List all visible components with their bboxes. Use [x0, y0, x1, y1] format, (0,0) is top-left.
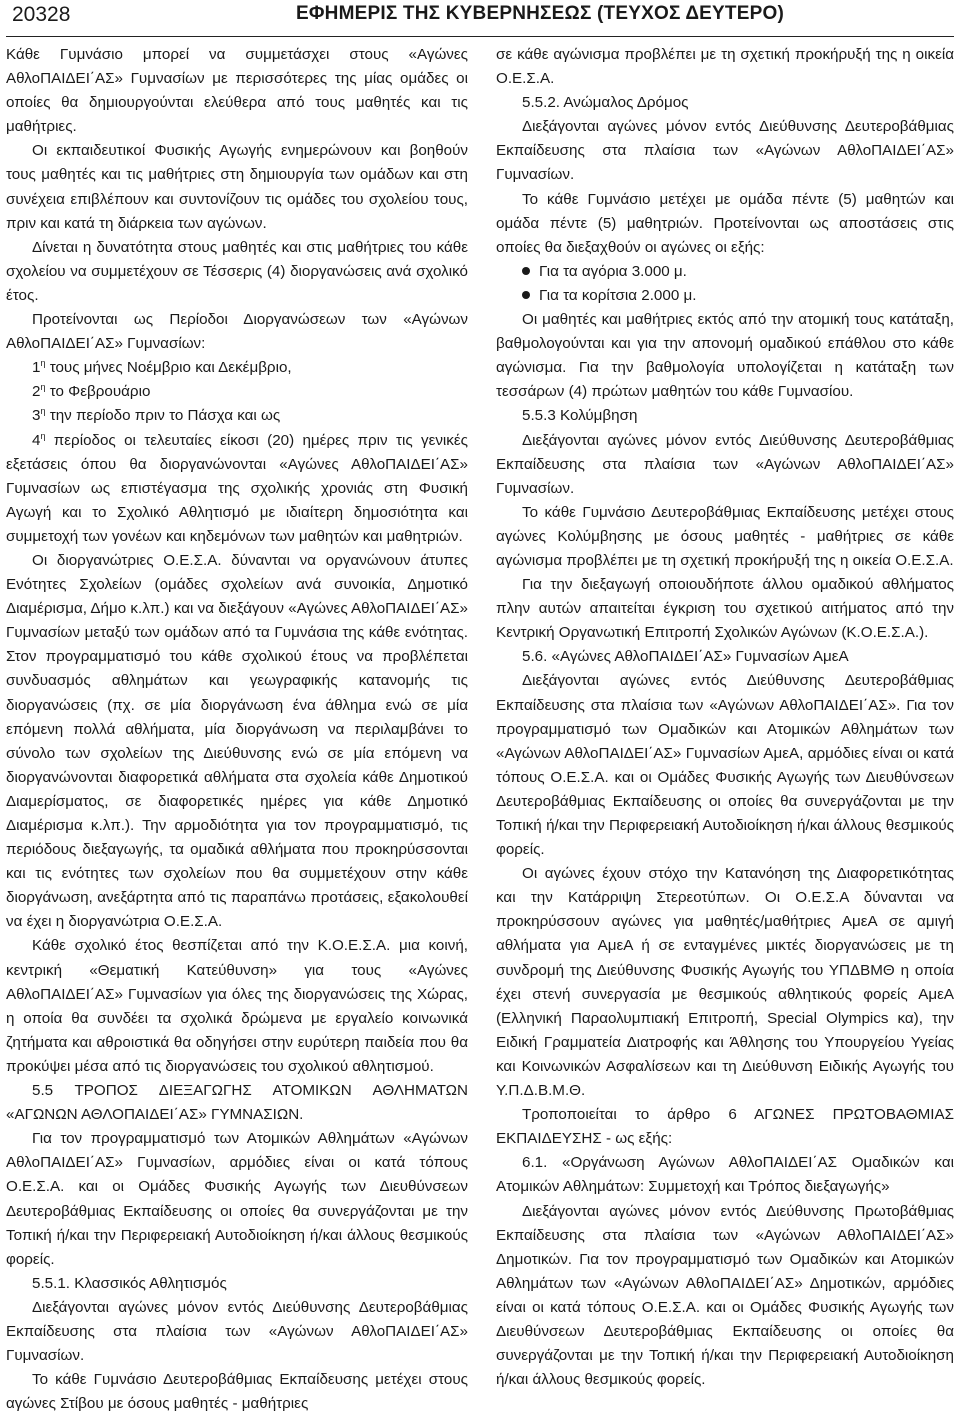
period-text: την περίοδο πριν το Πάσχα και ως — [45, 407, 281, 425]
period-text: τους μήνες Νοέμβριο και Δεκέμβριο, — [45, 359, 292, 377]
paragraph: Διεξάγονται αγώνες μόνον εντός Διεύθυνσης Πρωτοβάθμιας Εκπαίδευσης στα πλαίσια των «Αγώνων ΑθλοΠΑΙΔΕΙ΄ΑΣ» Δημοτικών. Για τον προγραμματισμό των Ομαδικών και Ατομικών Αθλημάτων των «Αγώνων ΑθλοΠΑΙΔΕΙ΄ΑΣ» Δημοτικών, αρμόδιες είναι οι κατά τόπους Ο.Ε.Σ.Α. και οι Ομάδες Φυσικής Αγωγής των Διευθύνσεων Δευτεροβάθμιας Εκπαίδευσης οι οποίες θα συνεργάζονται με την Τοπική ή/και την Περιφερειακή Αυτοδιοίκηση ή/και άλλους θεσμικούς φορείς. — [496, 1202, 954, 1389]
period-item — [6, 380, 468, 404]
paragraph: Οι αγώνες έχουν στόχο την Κατανόηση της Διαφορετικότητας και την Κατάρριψη Στερεοτύπων. Οι Ο.Ε.Σ.Α δύνανται να προκηρύσσουν αγώνες για μαθητές/μαθήτριες ΑμεΑ σε αμιγή αθλήματα για ΑμεΑ ή σε ενταγμένες μικτές διοργανώσεις με τη συνδρομή της Διεύθυνσης Φυσικής Αγωγής του ΥΠΔΒΜΘ η οποία έχει στενή συνεργασία με θεσμικούς αθλητικούς φορείς ΑμεΑ (Ελληνική Παραολυμπιακή Επιτροπή, Special Olympics κα), την Ειδική Γραμματεία Διατροφής και Άθλησης του Υπουργείου Υγείας και Κοινωνικών Ασφαλίσεων και τη Διεύθυνση Ειδικής Αγωγής του Υ.Π.Δ.Β.Μ.Θ. — [496, 865, 954, 1100]
paragraph: Για τον προγραμματισμό των Ατομικών Αθλημάτων «Αγώνων ΑθλοΠΑΙΔΕΙ΄ΑΣ» Γυμνασίων, αρμόδιες είναι οι κατά τόπους Ο.Ε.Σ.Α. και οι Ομάδες Φυσικής Αγωγής των Διευθύνσεων Δευτεροβάθμιας Εκπαίδευσης οι οποίες θα συνεργάζονται με την Τοπική ή/και την Περιφερειακή Αυτοδιοίκηση ή/και άλλους θεσμικούς φορείς. — [6, 1130, 468, 1268]
period-number: 4 — [32, 431, 41, 449]
period-item — [6, 404, 468, 428]
section-heading: 6.1. «Οργάνωση Αγώνων ΑθλοΠΑΙΔΕΙ΄ΑΣ Ομαδικών και Ατομικών Αθλημάτων: Συμμετοχή και Τρόπος διεξαγωγής» — [496, 1154, 954, 1196]
period-number: 1 — [32, 359, 41, 377]
ordinal-suffix: η — [40, 430, 46, 441]
bullet-icon — [522, 267, 530, 275]
period-item — [6, 429, 468, 549]
paragraph: Προτείνονται ως Περίοδοι Διοργανώσεων των «Αγώνων ΑθλοΠΑΙΔΕΙ΄ΑΣ» Γυμνασίων: — [6, 311, 468, 353]
section-heading: 5.5.1. Κλασσικός Αθλητισμός — [32, 1274, 227, 1292]
page-header — [6, 0, 954, 37]
paragraph: Οι μαθητές και μαθήτριες εκτός από την ατομική τους κατάταξη, βαθμολογούνται και για την απονομή ομαδικού επάθλου στο κάθε αγώνισμα. Για την βαθμολογία υπολογίζεται η κατάταξη των τεσσάρων (4) πρώτων μαθητών του κάθε Γυμνασίου. — [496, 311, 954, 401]
gazette-title: ΕΦΗΜΕΡΙΣ ΤΗΣ ΚΥΒΕΡΝΗΣΕΩΣ (ΤΕΥΧΟΣ ΔΕΥΤΕΡΟ) — [296, 3, 784, 24]
paragraph: Το κάθε Γυμνάσιο Δευτεροβάθμιας Εκπαίδευσης μετέχει στους αγώνες Στίβου με όσους μαθητές - μαθήτριες — [6, 1371, 468, 1413]
paragraph: Οι εκπαιδευτικοί Φυσικής Αγωγής ενημερώνουν και βοηθούν τους μαθητές και τις μαθήτριες στη δημιουργία των ομάδων και στη συνέχεια επιβλέπουν και συντονίζουν τις ομάδες του σχολείου τους, πριν και κατά τη διάρκεια των αγώνων. — [6, 142, 468, 232]
list-item-text: Για τα αγόρια 3.000 μ. — [539, 262, 687, 280]
section-heading: 5.5 ΤΡΟΠΟΣ ΔΙΕΞΑΓΩΓΗΣ ΑΤΟΜΙΚΩΝ ΑΘΛΗΜΑΤΩΝ «ΑΓΩΝΩΝ ΑΘΛΟΠΑΙΔΕΙ΄ΑΣ» ΓΥΜΝΑΣΙΩΝ. — [6, 1082, 468, 1124]
period-number: 3 — [32, 407, 41, 425]
page-number: 20328 — [12, 3, 71, 26]
paragraph: σε κάθε αγώνισμα προβλέπει με τη σχετική προκήρυξή της η οικεία Ο.Ε.Σ.Α. — [496, 46, 954, 88]
list-item — [496, 284, 954, 308]
section-heading: 5.5.2. Ανώμαλος Δρόμος — [522, 94, 689, 112]
list-item — [496, 260, 954, 284]
paragraph: Διεξάγονται αγώνες μόνον εντός Διεύθυνσης Δευτεροβάθμιας Εκπαίδευσης στα πλαίσια των «Αγώνων ΑθλοΠΑΙΔΕΙ΄ΑΣ» Γυμνασίων. — [496, 118, 954, 184]
paragraph: Διεξάγονται αγώνες μόνον εντός Διεύθυνσης Δευτεροβάθμιας Εκπαίδευσης στα πλαίσια των «Αγώνων ΑθλοΠΑΙΔΕΙ΄ΑΣ» Γυμνασίων. — [496, 431, 954, 497]
paragraph: Το κάθε Γυμνάσιο Δευτεροβάθμιας Εκπαίδευσης μετέχει στους αγώνες Κολύμβησης με όσους μαθητές - μαθήτριες σε κάθε αγώνισμα προβλέπει με τη σχετική προκήρυξή της η οικεία Ο.Ε.Σ.Α. — [496, 503, 954, 569]
list-item-text: Για τα κορίτσια 2.000 μ. — [539, 286, 697, 304]
ordinal-suffix: η — [40, 358, 46, 369]
period-text: περίοδος οι τελευταίες είκοσι (20) ημέρες πριν τις γενικές εξετάσεις όπου θα διοργανώνονται «Αγώνες ΑθλοΠΑΙΔΕΙ΄ΑΣ» Γυμνασίων ως επιστέγασμα της σχολικής χρονιάς στη Φυσική Αγωγή και το Σχολικό Αθλητισμό με ιδιαίτερη δημοσιότητα και συμμετοχή των γονέων και κηδεμόνων των μαθητών και μαθητριών. — [6, 431, 468, 545]
bullet-icon — [522, 291, 530, 299]
period-number: 2 — [32, 383, 41, 401]
left-column — [6, 43, 468, 1416]
ordinal-suffix: η — [40, 406, 46, 417]
paragraph: Δίνεται η δυνατότητα στους μαθητές και στις μαθήτριες του κάθε σχολείου να συμμετέχουν σε Τέσσερις (4) διοργανώσεις ανά σχολικό έτος. — [6, 238, 468, 304]
paragraph: Κάθε Γυμνάσιο μπορεί να συμμετάσχει στους «Αγώνες ΑθλοΠΑΙΔΕΙ΄ΑΣ» Γυμνασίων με περισσότερες της μίας ομάδες οι οποίες θα δημιουργούνται ελεύθερα από τους μαθητές και τις μαθήτριες. — [6, 46, 468, 136]
period-text: το Φεβρουάριο — [45, 383, 151, 401]
paragraph: Κάθε σχολικό έτος θεσπίζεται από την Κ.Ο.Ε.Σ.Α. μια κοινή, κεντρική «Θεματική Κατεύθυνση» για τους «Αγώνες ΑθλοΠΑΙΔΕΙ΄ΑΣ» Γυμνασίων για όλες της διοργανώσεις της Χώρας, η οποία θα συνδέει τα σχολικά δρώμενα με εργαλείο κοινωνικά ζητήματα και αθροιστικά θα οδηγήσει στην ευρύτερη παιδεία που θα προκύψει μέσα από τις διοργανώσεις του σχολικού αθλητισμού. — [6, 937, 468, 1075]
paragraph: Διεξάγονται αγώνες εντός Διεύθυνσης Δευτεροβάθμιας Εκπαίδευσης στα πλαίσια των «Αγώνων ΑθλοΠΑΙΔΕΙ΄ΑΣ». Για τον προγραμματισμό των Ομαδικών και Ατομικών Αθλημάτων των «Αγώνων ΑθλοΠΑΙΔΕΙ΄ΑΣ» Γυμνασίων ΑμεΑ, αρμόδιες είναι οι κατά τόπους Ο.Ε.Σ.Α. και οι Ομάδες Φυσικής Αγωγής των Διευθύνσεων Δευτεροβάθμιας Εκπαίδευσης οι οποίες θα συνεργάζονται με την Τοπική ή/και την Περιφερειακή Αυτοδιοίκηση ή/και άλλους θεσμικούς φορείς. — [496, 672, 954, 859]
paragraph: Το κάθε Γυμνάσιο μετέχει με ομάδα πέντε (5) μαθητών και ομάδα πέντε (5) μαθητριών. Προτείνονται ως αποστάσεις στις οποίες θα διεξαχθούν οι αγώνες οι εξής: — [496, 190, 954, 256]
section-heading: 5.5.3 Κολύμβηση — [522, 407, 638, 425]
paragraph: Οι διοργανώτριες Ο.Ε.Σ.Α. δύνανται να οργανώνουν άτυπες Ενότητες Σχολείων (ομάδες σχολείων ανά συνοικία, Δημοτικό Διαμέρισμα, Δήμο κ.λπ.) και να διεξάγουν «Αγώνες ΑθλοΠΑΙΔΕΙ΄ΑΣ» Γυμνασίων μεταξύ των ομάδων από τα Γυμνάσια της κάθε ενότητας. Στον προγραμματισμό του κάθε σχολικού έτους να προβλέπεται συνδυασμός αθλημάτων και γεωγραφικής κατανομής τις διοργανώσεις (πχ. σε μία διοργάνωση ένα άθλημα ενώ σε μία επόμενη πολλά αθλήματα, μία διοργάνωση να περιλαμβάνει το σύνολο των σχολείων της Διεύθυνσης ενώ σε μία επόμενη να διοργανώνονται διαφορετικά αθλήματα στα σχολεία κάθε Δημοτικού Διαμερίσματος, σε διαφορετικές ημέρες για κάθε Δημοτικό Διαμέρισμα κ.λπ.). Την αρμοδιότητα για τον προγραμματισμό, τις περιόδους διεξαγωγής, τα ομαδικά αθλήματα που προκηρύσσονται και τις ενότητες των σχολείων που θα συμμετέχουν στην κάθε διοργάνωση, ανεξάρτητα από τις παραπάνω προτάσεις, εξακολουθεί να έχει η διοργανώτρια Ο.Ε.Σ.Α. — [6, 551, 468, 931]
paragraph: Για την διεξαγωγή οποιουδήποτε άλλου ομαδικού αθλήματος πλην αυτών απαιτείται έγκριση του σχετικού αιτήματος από την Κεντρική Οργανωτική Επιτροπή Σχολικών Αγώνων (Κ.Ο.Ε.Σ.Α.). — [496, 576, 954, 642]
right-column — [496, 43, 954, 1392]
period-item — [6, 356, 468, 380]
ordinal-suffix: η — [40, 382, 46, 393]
paragraph: Διεξάγονται αγώνες μόνον εντός Διεύθυνσης Δευτεροβάθμιας Εκπαίδευσης στα πλαίσια των «Αγώνων ΑθλοΠΑΙΔΕΙ΄ΑΣ» Γυμνασίων. — [6, 1298, 468, 1365]
section-heading: 5.6. «Αγώνες ΑθλοΠΑΙΔΕΙ΄ΑΣ» Γυμνασίων ΑμεΑ — [522, 648, 849, 666]
paragraph: Τροποποιείται το άρθρο 6 ΑΓΩΝΕΣ ΠΡΩΤΟΒΑΘΜΙΑΣ ΕΚΠΑΙΔΕΥΣΗΣ - ως εξής: — [496, 1106, 954, 1148]
